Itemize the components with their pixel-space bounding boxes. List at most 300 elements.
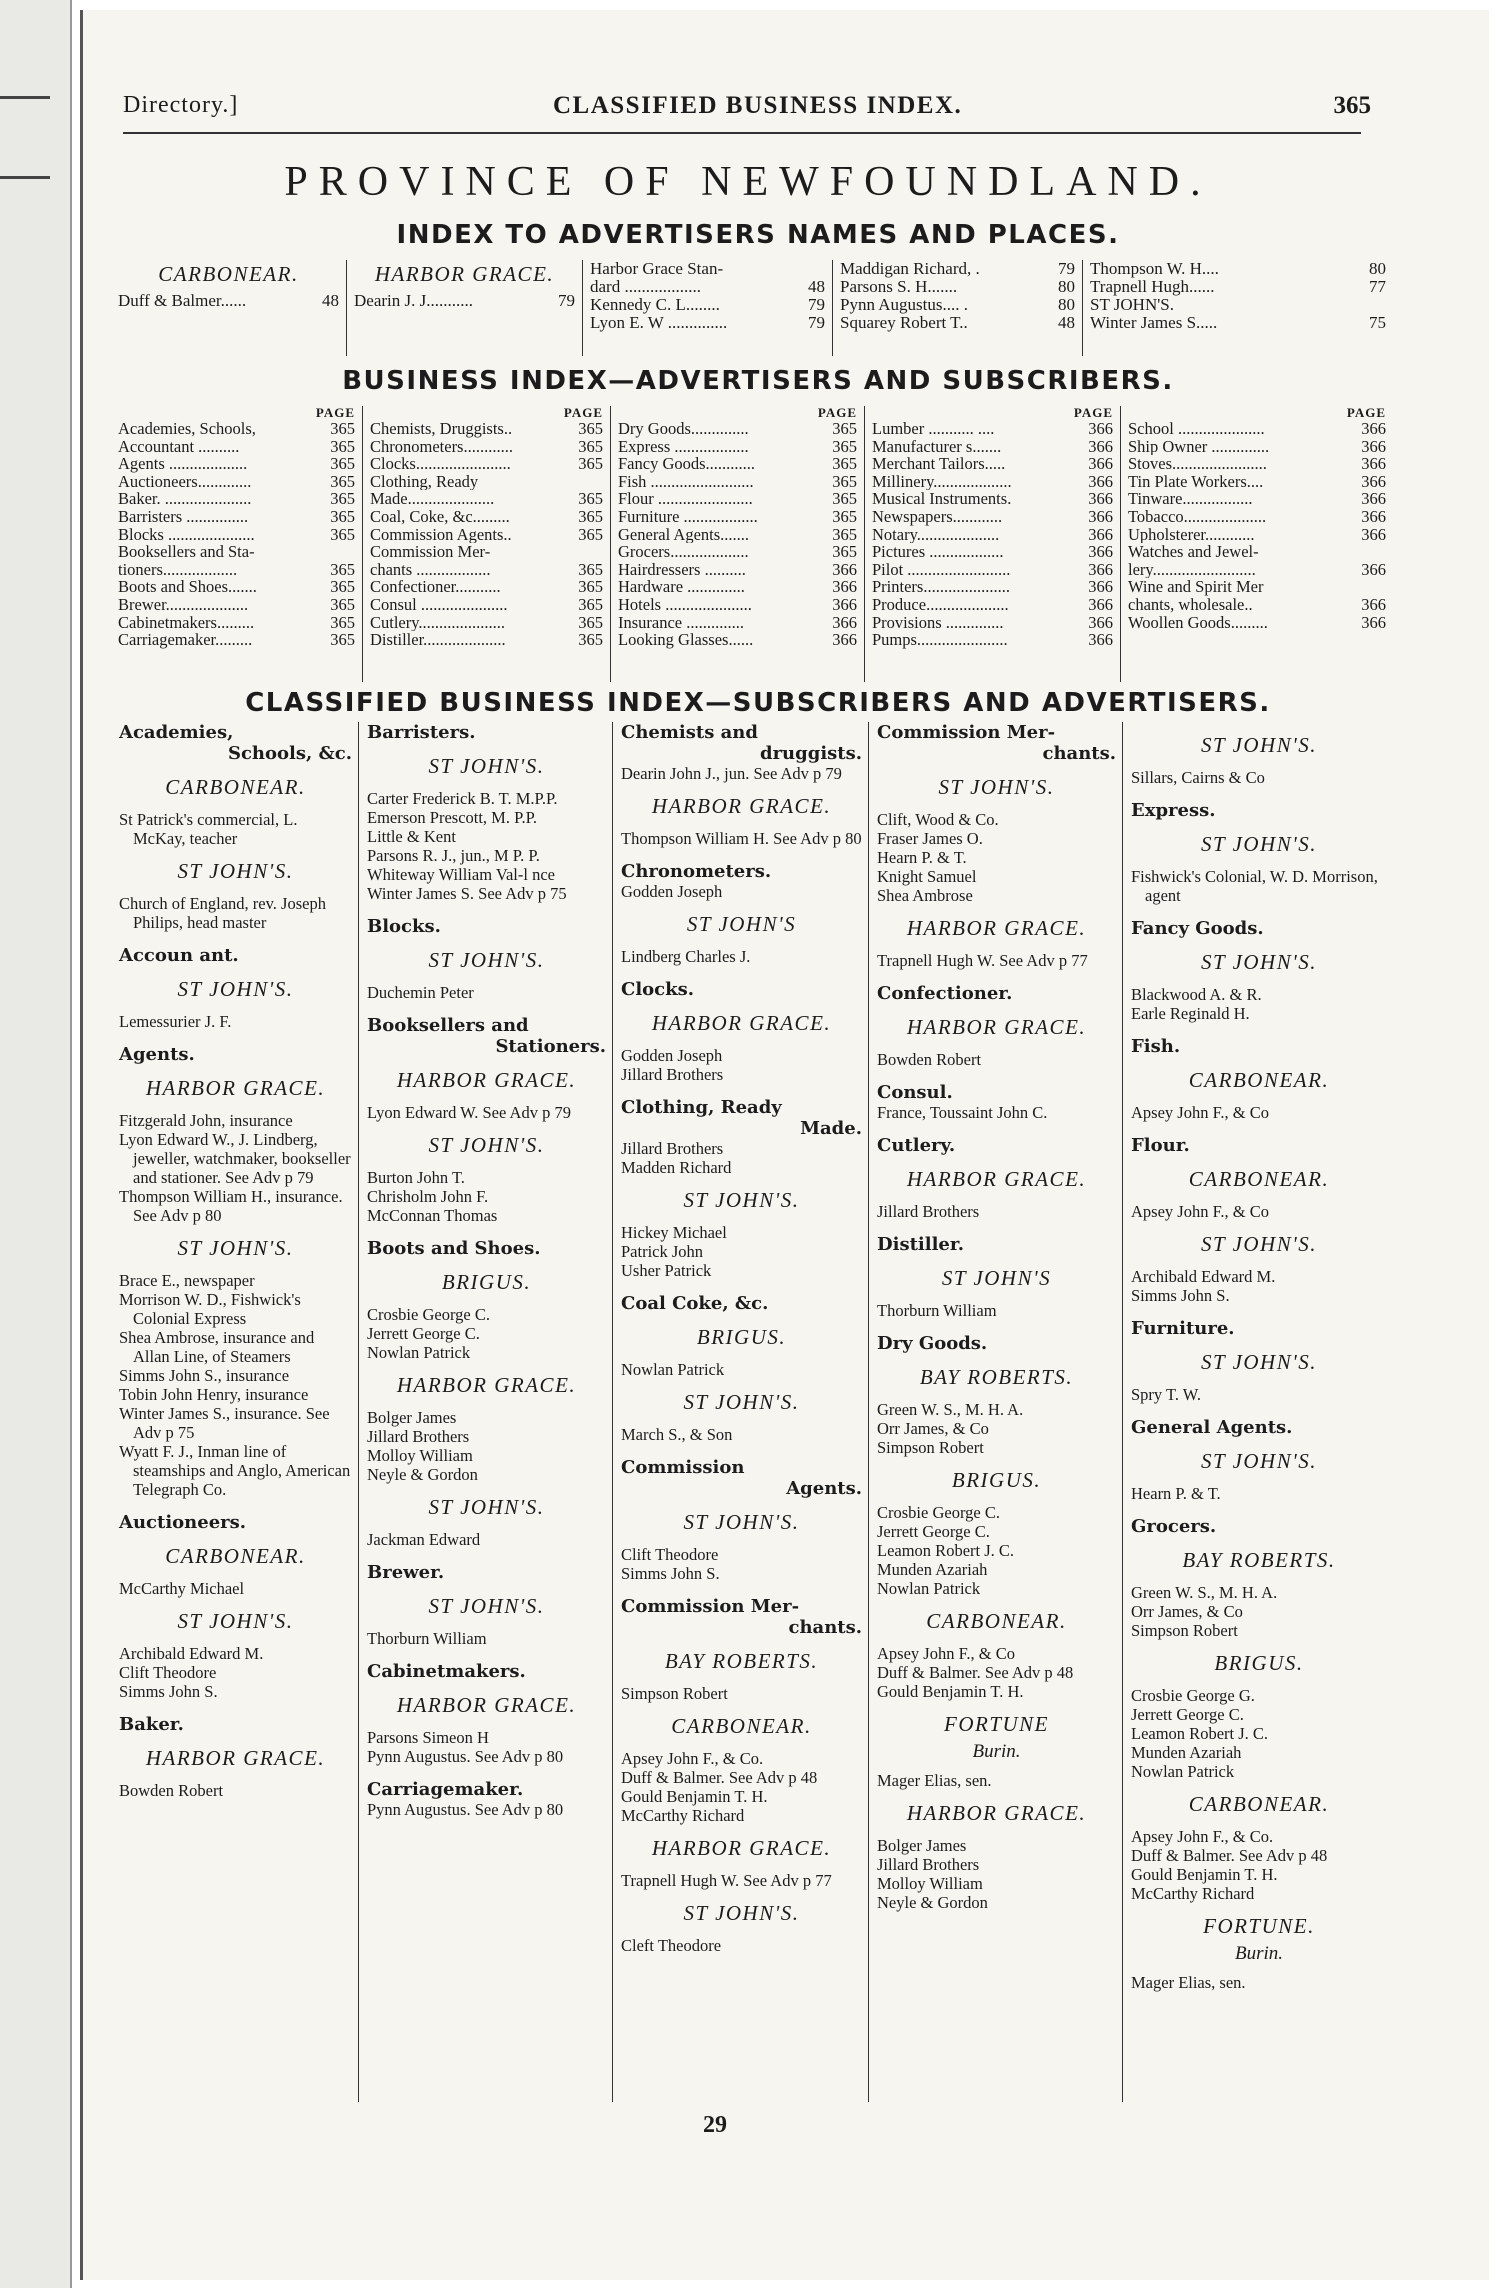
directory-page	[80, 10, 1489, 2280]
listing-entry: Clift, Wood & Co.	[877, 810, 999, 829]
listing-entry: Jillard Brothers	[877, 1202, 980, 1221]
index-entry	[590, 260, 825, 278]
entry-page: 80	[1058, 277, 1075, 296]
index-entry	[118, 420, 355, 438]
index-entry	[840, 314, 1075, 332]
entry-name: Boots and Shoes.......	[118, 578, 257, 596]
index-entry	[590, 278, 825, 296]
entry-name: Consul .....................	[370, 595, 508, 614]
entry-name: Tinware.................	[1128, 490, 1253, 508]
folio-number: 29	[703, 2112, 727, 2138]
listing-entry: Winter James S., insurance. See Adv p 75	[119, 1404, 330, 1442]
entry-page: 366	[1361, 506, 1386, 526]
index-entry	[1128, 473, 1386, 491]
entry-page: 365	[832, 542, 857, 562]
category-heading: Auctioneers.	[119, 1512, 247, 1533]
entry-name: Agents ...................	[118, 455, 248, 473]
category-heading: General Agents.	[1131, 1417, 1293, 1438]
category-heading: Schools, &c.	[227, 743, 352, 764]
place-heading: ST JOHN'S.	[428, 1133, 545, 1157]
place-heading: ST JOHN'S.	[683, 1901, 800, 1925]
index-entry	[872, 438, 1113, 456]
index-entry	[618, 596, 857, 614]
entry-page: 365	[832, 489, 857, 509]
entry-page: 365	[832, 419, 857, 438]
category-heading: Barristers.	[367, 722, 476, 743]
page-number: 365	[1333, 92, 1371, 119]
advertisers-index	[111, 260, 1393, 356]
business-index-column	[363, 406, 611, 682]
entry-page: 77	[1369, 277, 1386, 296]
category-heading: Cabinetmakers.	[367, 1661, 526, 1682]
place-heading: HARBOR GRACE.	[651, 1011, 832, 1035]
listing-entry: Bolger James	[877, 1836, 967, 1855]
index-entry	[872, 490, 1113, 508]
category-heading: Stationers.	[495, 1036, 606, 1057]
category-heading: Brewer.	[367, 1562, 445, 1583]
listing-entry: Lyon Edward W., J. Lindberg, jeweller, watchmaker, bookseller and stationer. See Adv p 79	[119, 1130, 351, 1187]
entry-name: Hardware ..............	[618, 578, 745, 596]
entry-page	[575, 543, 603, 561]
listing-entry: Godden Joseph	[621, 1046, 723, 1065]
entry-name: Notary....................	[872, 525, 1000, 544]
classified-column	[359, 722, 613, 2102]
listing-entry: Mager Elias, sen.	[1131, 1973, 1246, 1992]
category-heading: Distiller.	[877, 1234, 964, 1255]
index-entry	[872, 543, 1113, 561]
listing-entry: Burton John T.	[367, 1168, 465, 1187]
listing-entry: McCarthy Richard	[621, 1806, 745, 1825]
entry-page: 365	[330, 506, 355, 526]
entry-name: Ship Owner ..............	[1128, 437, 1270, 456]
place-heading: BRIGUS.	[441, 1270, 532, 1294]
place-heading: HARBOR GRACE.	[906, 916, 1087, 940]
listing-entry: Jerrett George C.	[367, 1324, 480, 1343]
entry-name: Clocks.......................	[370, 455, 511, 473]
entry-page: 366	[1088, 471, 1113, 491]
entry-name: Merchant Tailors.....	[872, 455, 1006, 473]
place-heading: BRIGUS.	[696, 1325, 787, 1349]
listing-entry: Jerrett George C.	[877, 1522, 990, 1541]
category-heading: Made.	[800, 1118, 862, 1139]
entry-page: 366	[1088, 419, 1113, 438]
entry-page: 366	[1361, 419, 1386, 438]
listing-entry: Nowlan Patrick	[1131, 1762, 1235, 1781]
index-entry	[118, 292, 339, 310]
entry-name: Clothing, Ready	[370, 472, 479, 491]
index-entry	[618, 614, 857, 632]
entry-name: General Agents.......	[618, 525, 750, 544]
advertisers-column	[833, 260, 1083, 356]
place-heading: ST JOHN'S.	[428, 1495, 545, 1519]
place-heading: CARBONEAR.	[1188, 1068, 1330, 1092]
entry-page: 365	[330, 559, 355, 579]
entry-name: tioners..................	[118, 560, 238, 579]
listing-entry: Jillard Brothers	[367, 1427, 470, 1446]
place-heading: ST JOHN'S.	[177, 859, 294, 883]
category-heading: Booksellers and	[367, 1015, 529, 1036]
listing-entry: Crosbie George C.	[367, 1305, 490, 1324]
entry-name: Insurance ..............	[618, 613, 745, 632]
entry-page: 366	[1088, 594, 1113, 614]
listing-entry: Pynn Augustus. See Adv p 80	[367, 1747, 564, 1766]
entry-name: Harbor Grace Stan-	[590, 260, 724, 278]
listing-entry: Orr James, & Co	[1131, 1602, 1243, 1621]
listing-entry: Lindberg Charles J.	[621, 947, 751, 966]
index-entry	[370, 614, 603, 632]
listing-entry: Simms John S.	[1131, 1286, 1230, 1305]
listing-entry: Apsey John F., & Co	[1131, 1202, 1270, 1221]
index-entry	[1090, 278, 1386, 296]
place-heading: ST JOHN'S.	[1201, 733, 1317, 757]
listing-entry: Simms John S., insurance	[119, 1366, 290, 1385]
listing-entry: Winter James S. See Adv p 75	[367, 884, 567, 903]
listing-entry: Simpson Robert	[621, 1684, 728, 1703]
entry-name: Lyon E. W ..............	[590, 314, 728, 332]
advertisers-column	[1083, 260, 1393, 356]
listing-entry: Earle Reginald H.	[1131, 1004, 1250, 1023]
listing-entry: Whiteway William Val-l nce	[367, 865, 555, 884]
entry-page: 365	[578, 559, 603, 579]
entry-name: ST JOHN'S.	[1090, 296, 1174, 314]
entry-name: Pilot .........................	[872, 560, 1011, 579]
index-entry	[1128, 455, 1386, 473]
entry-page: 365	[330, 577, 355, 597]
place-subheading: Burin.	[972, 1741, 1021, 1762]
entry-name: Tobacco....................	[1128, 507, 1267, 526]
index-entry	[1128, 561, 1386, 579]
listing-entry: McCarthy Michael	[119, 1579, 245, 1598]
place-heading: ST JOHN'S.	[428, 754, 545, 778]
index-entry	[1128, 420, 1386, 438]
category-heading: Clothing, Ready	[621, 1097, 782, 1118]
place-heading: HARBOR GRACE.	[396, 1068, 577, 1092]
category-heading: Baker.	[119, 1714, 184, 1735]
index-entry	[370, 578, 603, 596]
category-heading: Clocks.	[621, 979, 695, 1000]
place-heading: ST JOHN'S	[686, 912, 797, 936]
entry-name: Cabinetmakers.........	[118, 613, 255, 632]
classified-index	[111, 722, 1393, 2102]
listing-entry: Spry T. W.	[1131, 1385, 1201, 1404]
place-heading: HARBOR GRACE.	[374, 262, 555, 286]
listing-entry: Duff & Balmer. See Adv p 48	[1131, 1846, 1328, 1865]
entry-name: Watches and Jewel-	[1128, 543, 1259, 561]
listing-entry: Knight Samuel	[877, 867, 977, 886]
listing-entry: Cleft Theodore	[621, 1936, 722, 1955]
page-column-label: PAGE	[1073, 405, 1113, 420]
entry-name: Duff & Balmer......	[118, 292, 247, 310]
entry-name: Printers.....................	[872, 578, 1010, 596]
place-heading: HARBOR GRACE.	[145, 1076, 326, 1100]
listing-entry: Munden Azariah	[1131, 1743, 1242, 1762]
listing-entry: Carter Frederick B. T. M.P.P.	[367, 789, 558, 808]
entry-page: 365	[832, 471, 857, 491]
place-heading: ST JOHN'S.	[1201, 832, 1317, 856]
entry-page	[797, 260, 825, 278]
entry-page: 366	[1361, 559, 1386, 579]
index-entry	[872, 508, 1113, 526]
listing-entry: Simms John S.	[119, 1682, 218, 1701]
listing-entry: Trapnell Hugh W. See Adv p 77	[621, 1871, 832, 1890]
entry-page: 366	[1361, 594, 1386, 614]
place-heading: HARBOR GRACE.	[396, 1373, 577, 1397]
listing-entry: Jillard Brothers	[621, 1139, 724, 1158]
listing-entry: Fitzgerald John, insurance	[119, 1111, 293, 1130]
listing-entry: Church of England, rev. Joseph Philips, head master	[119, 894, 326, 932]
business-index-heading: BUSINESS INDEX—ADVERTISERS AND SUBSCRIBERS.	[342, 366, 1174, 396]
entry-page: 366	[1361, 612, 1386, 632]
category-heading: Cutlery.	[877, 1135, 956, 1156]
listing-entry: Morrison W. D., Fishwick's Colonial Express	[119, 1290, 301, 1328]
index-entry	[618, 490, 857, 508]
category-heading: Fish.	[1131, 1036, 1181, 1057]
listing-entry: Green W. S., M. H. A.	[877, 1400, 1024, 1419]
entry-name: Upholsterer............	[1128, 525, 1255, 544]
adjacent-page-edge	[0, 0, 72, 2288]
entry-name: Grocers...................	[618, 543, 749, 561]
place-heading: HARBOR GRACE.	[145, 1746, 326, 1770]
entry-name: Looking Glasses......	[618, 631, 754, 649]
classified-column	[869, 722, 1123, 2102]
listing-entry: France, Toussaint John C.	[877, 1103, 1048, 1122]
advertisers-column	[347, 260, 583, 356]
listing-entry: Molloy William	[877, 1874, 983, 1893]
index-entry	[370, 508, 603, 526]
index-entry	[618, 526, 857, 544]
listing-entry: Thompson William H., insurance. See Adv p 80	[119, 1187, 343, 1225]
entry-page: 365	[578, 489, 603, 509]
category-heading: Agents.	[786, 1478, 862, 1499]
place-heading: CARBONEAR.	[1188, 1167, 1330, 1191]
entry-page: 366	[1088, 577, 1113, 597]
place-heading: BRIGUS.	[1214, 1651, 1304, 1675]
index-entry	[618, 438, 857, 456]
entry-page: 366	[832, 577, 857, 597]
listing-entry: Blackwood A. & R.	[1131, 985, 1262, 1004]
entry-name: Carriagemaker.........	[118, 631, 253, 649]
listing-entry: Crosbie George G.	[1131, 1686, 1255, 1705]
place-heading: CARBONEAR.	[158, 262, 299, 286]
entry-page: 80	[1058, 295, 1075, 314]
entry-name: Pynn Augustus.... .	[840, 296, 968, 314]
entry-page	[1358, 578, 1386, 596]
listing-entry: Gould Benjamin T. H.	[877, 1682, 1024, 1701]
category-heading: Dry Goods.	[877, 1333, 988, 1354]
entry-name: Accountant ..........	[118, 437, 240, 456]
listing-entry: Nowlan Patrick	[367, 1343, 471, 1362]
header-directory: Directory.]	[123, 92, 239, 118]
place-heading: BRIGUS.	[951, 1468, 1042, 1492]
listing-entry: Thorburn William	[367, 1629, 487, 1648]
listing-entry: Archibald Edward M.	[119, 1644, 264, 1663]
listing-entry: Bowden Robert	[877, 1050, 982, 1069]
index-entry	[1128, 614, 1386, 632]
entry-page: 365	[832, 454, 857, 474]
index-entry	[370, 490, 603, 508]
entry-page: 365	[578, 612, 603, 632]
entry-page: 366	[1088, 612, 1113, 632]
classified-column	[1123, 722, 1393, 2102]
category-heading: Furniture.	[1131, 1318, 1235, 1339]
place-heading: ST JOHN'S.	[1201, 1449, 1317, 1473]
index-entry	[618, 455, 857, 473]
listing-entry: Molloy William	[367, 1446, 473, 1465]
entry-page: 365	[578, 436, 603, 456]
place-heading: HARBOR GRACE.	[651, 1836, 832, 1860]
place-heading: ST JOHN'S	[941, 1266, 1052, 1290]
listing-entry: Brace E., newspaper	[119, 1271, 255, 1290]
index-entry	[370, 596, 603, 614]
category-heading: Coal Coke, &c.	[621, 1293, 769, 1314]
index-entry	[118, 543, 355, 561]
listing-entry: Pynn Augustus. See Adv p 80	[367, 1800, 564, 1819]
index-entry	[118, 490, 355, 508]
entry-page: 365	[578, 524, 603, 544]
index-entry	[1128, 578, 1386, 596]
entry-name: Flour .......................	[618, 490, 753, 508]
listing-entry: Hearn P. & T.	[877, 848, 967, 867]
category-heading: Chemists and	[621, 722, 758, 743]
entry-name: Made.....................	[370, 490, 495, 508]
listing-entry: Crosbie George C.	[877, 1503, 1000, 1522]
index-entry	[618, 420, 857, 438]
entry-name: Express ..................	[618, 437, 749, 456]
entry-name: Pumps......................	[872, 631, 1008, 649]
category-heading: Carriagemaker.	[367, 1779, 524, 1800]
entry-page	[575, 473, 603, 491]
index-entry	[618, 543, 857, 561]
entry-name: Confectioner...........	[370, 578, 501, 596]
entry-page: 365	[578, 506, 603, 526]
entry-page: 48	[1058, 313, 1075, 332]
index-entry	[118, 596, 355, 614]
entry-page: 365	[330, 419, 355, 438]
index-entry	[1128, 490, 1386, 508]
listing-entry: Hickey Michael	[621, 1223, 727, 1242]
index-entry	[370, 455, 603, 473]
listing-entry: Leamon Robert J. C.	[877, 1541, 1015, 1560]
index-entry	[618, 508, 857, 526]
listing-entry: Thorburn William	[877, 1301, 997, 1320]
index-entry	[1090, 260, 1386, 278]
category-heading: Agents.	[119, 1044, 195, 1065]
place-heading: HARBOR GRACE.	[906, 1801, 1087, 1825]
index-entry	[118, 455, 355, 473]
listing-entry: Little & Kent	[367, 827, 456, 846]
place-heading: ST JOHN'S.	[1201, 950, 1317, 974]
entry-page: 366	[1361, 436, 1386, 456]
place-heading: CARBONEAR.	[1188, 1792, 1330, 1816]
entry-name: Musical Instruments.	[872, 490, 1012, 508]
listing-entry: Thompson William H. See Adv p 80	[621, 829, 862, 848]
business-index-column	[1121, 406, 1393, 682]
listing-entry: Patrick John	[621, 1242, 704, 1261]
place-heading: ST JOHN'S.	[683, 1188, 800, 1212]
entry-name: Woollen Goods.........	[1128, 613, 1268, 632]
index-entry	[118, 631, 355, 649]
listing-entry: Lemessurier J. F.	[119, 1012, 232, 1031]
entry-name: Cutlery.....................	[370, 613, 506, 632]
entry-name: Brewer....................	[118, 595, 249, 614]
entry-name: Parsons S. H.......	[840, 278, 958, 296]
listing-entry: Dearin John J., jun. See Adv p 79	[621, 764, 842, 783]
entry-page: 365	[330, 436, 355, 456]
listing-entry: Jerrett George C.	[1131, 1705, 1244, 1724]
listing-entry: Jillard Brothers	[621, 1065, 724, 1084]
listing-entry: Mager Elias, sen.	[877, 1771, 992, 1790]
listing-entry: Duchemin Peter	[367, 983, 474, 1002]
index-entry	[618, 473, 857, 491]
entry-page: 366	[1361, 471, 1386, 491]
place-heading: CARBONEAR.	[165, 775, 306, 799]
entry-name: lery.........................	[1128, 560, 1256, 579]
entry-page: 365	[330, 630, 355, 650]
listing-entry: St Patrick's commercial, L. McKay, teacher	[119, 810, 298, 848]
entry-page: 366	[1088, 630, 1113, 650]
entry-page: 365	[832, 436, 857, 456]
entry-name: Barristers ...............	[118, 507, 249, 526]
entry-page: 365	[330, 594, 355, 614]
listing-entry: Simpson Robert	[877, 1438, 984, 1457]
index-entry	[618, 631, 857, 649]
index-entry	[872, 561, 1113, 579]
index-entry	[1128, 508, 1386, 526]
page-column-label: PAGE	[1346, 405, 1386, 420]
listing-entry: Simpson Robert	[1131, 1621, 1238, 1640]
entry-name: Chronometers............	[370, 437, 513, 456]
entry-page: 365	[330, 471, 355, 491]
entry-name: Trapnell Hugh......	[1090, 278, 1215, 296]
listing-entry: Hearn P. & T.	[1131, 1484, 1221, 1503]
entry-page: 365	[330, 612, 355, 632]
place-heading: ST JOHN'S.	[177, 977, 294, 1001]
page-column-label: PAGE	[817, 405, 857, 420]
province-title: PROVINCE OF NEWFOUNDLAND.	[284, 159, 1212, 205]
entry-page	[327, 543, 355, 561]
listing-entry: Orr James, & Co	[877, 1419, 989, 1438]
listing-entry: Trapnell Hugh W. See Adv p 77	[877, 951, 1088, 970]
entry-name: Winter James S.....	[1090, 314, 1218, 332]
entry-page: 365	[578, 630, 603, 650]
entry-name: Provisions ..............	[872, 613, 1004, 632]
listing-entry: Fishwick's Colonial, W. D. Morrison, agent	[1131, 867, 1378, 905]
entry-name: chants, wholesale..	[1128, 595, 1253, 614]
index-entry	[618, 578, 857, 596]
entry-name: Furniture ..................	[618, 507, 758, 526]
entry-page: 365	[578, 419, 603, 438]
category-heading: Commission	[621, 1457, 745, 1478]
category-heading: Flour.	[1131, 1135, 1190, 1156]
place-heading: CARBONEAR.	[165, 1544, 306, 1568]
index-entry	[872, 473, 1113, 491]
classified-column	[613, 722, 869, 2102]
category-heading: Consul.	[877, 1082, 953, 1103]
place-heading: HARBOR GRACE.	[906, 1167, 1087, 1191]
index-entry	[840, 296, 1075, 314]
page-column-label: PAGE	[563, 405, 603, 420]
listing-entry: Nowlan Patrick	[877, 1579, 981, 1598]
listing-entry: Clift Theodore	[621, 1545, 719, 1564]
page-column-label: PAGE	[315, 405, 355, 420]
index-entry	[1128, 526, 1386, 544]
entry-page: 365	[330, 524, 355, 544]
place-heading: HARBOR GRACE.	[906, 1015, 1087, 1039]
entry-page: 79	[808, 313, 825, 332]
index-entry	[872, 420, 1113, 438]
entry-name: Squarey Robert T..	[840, 314, 968, 332]
entry-page: 365	[578, 454, 603, 474]
